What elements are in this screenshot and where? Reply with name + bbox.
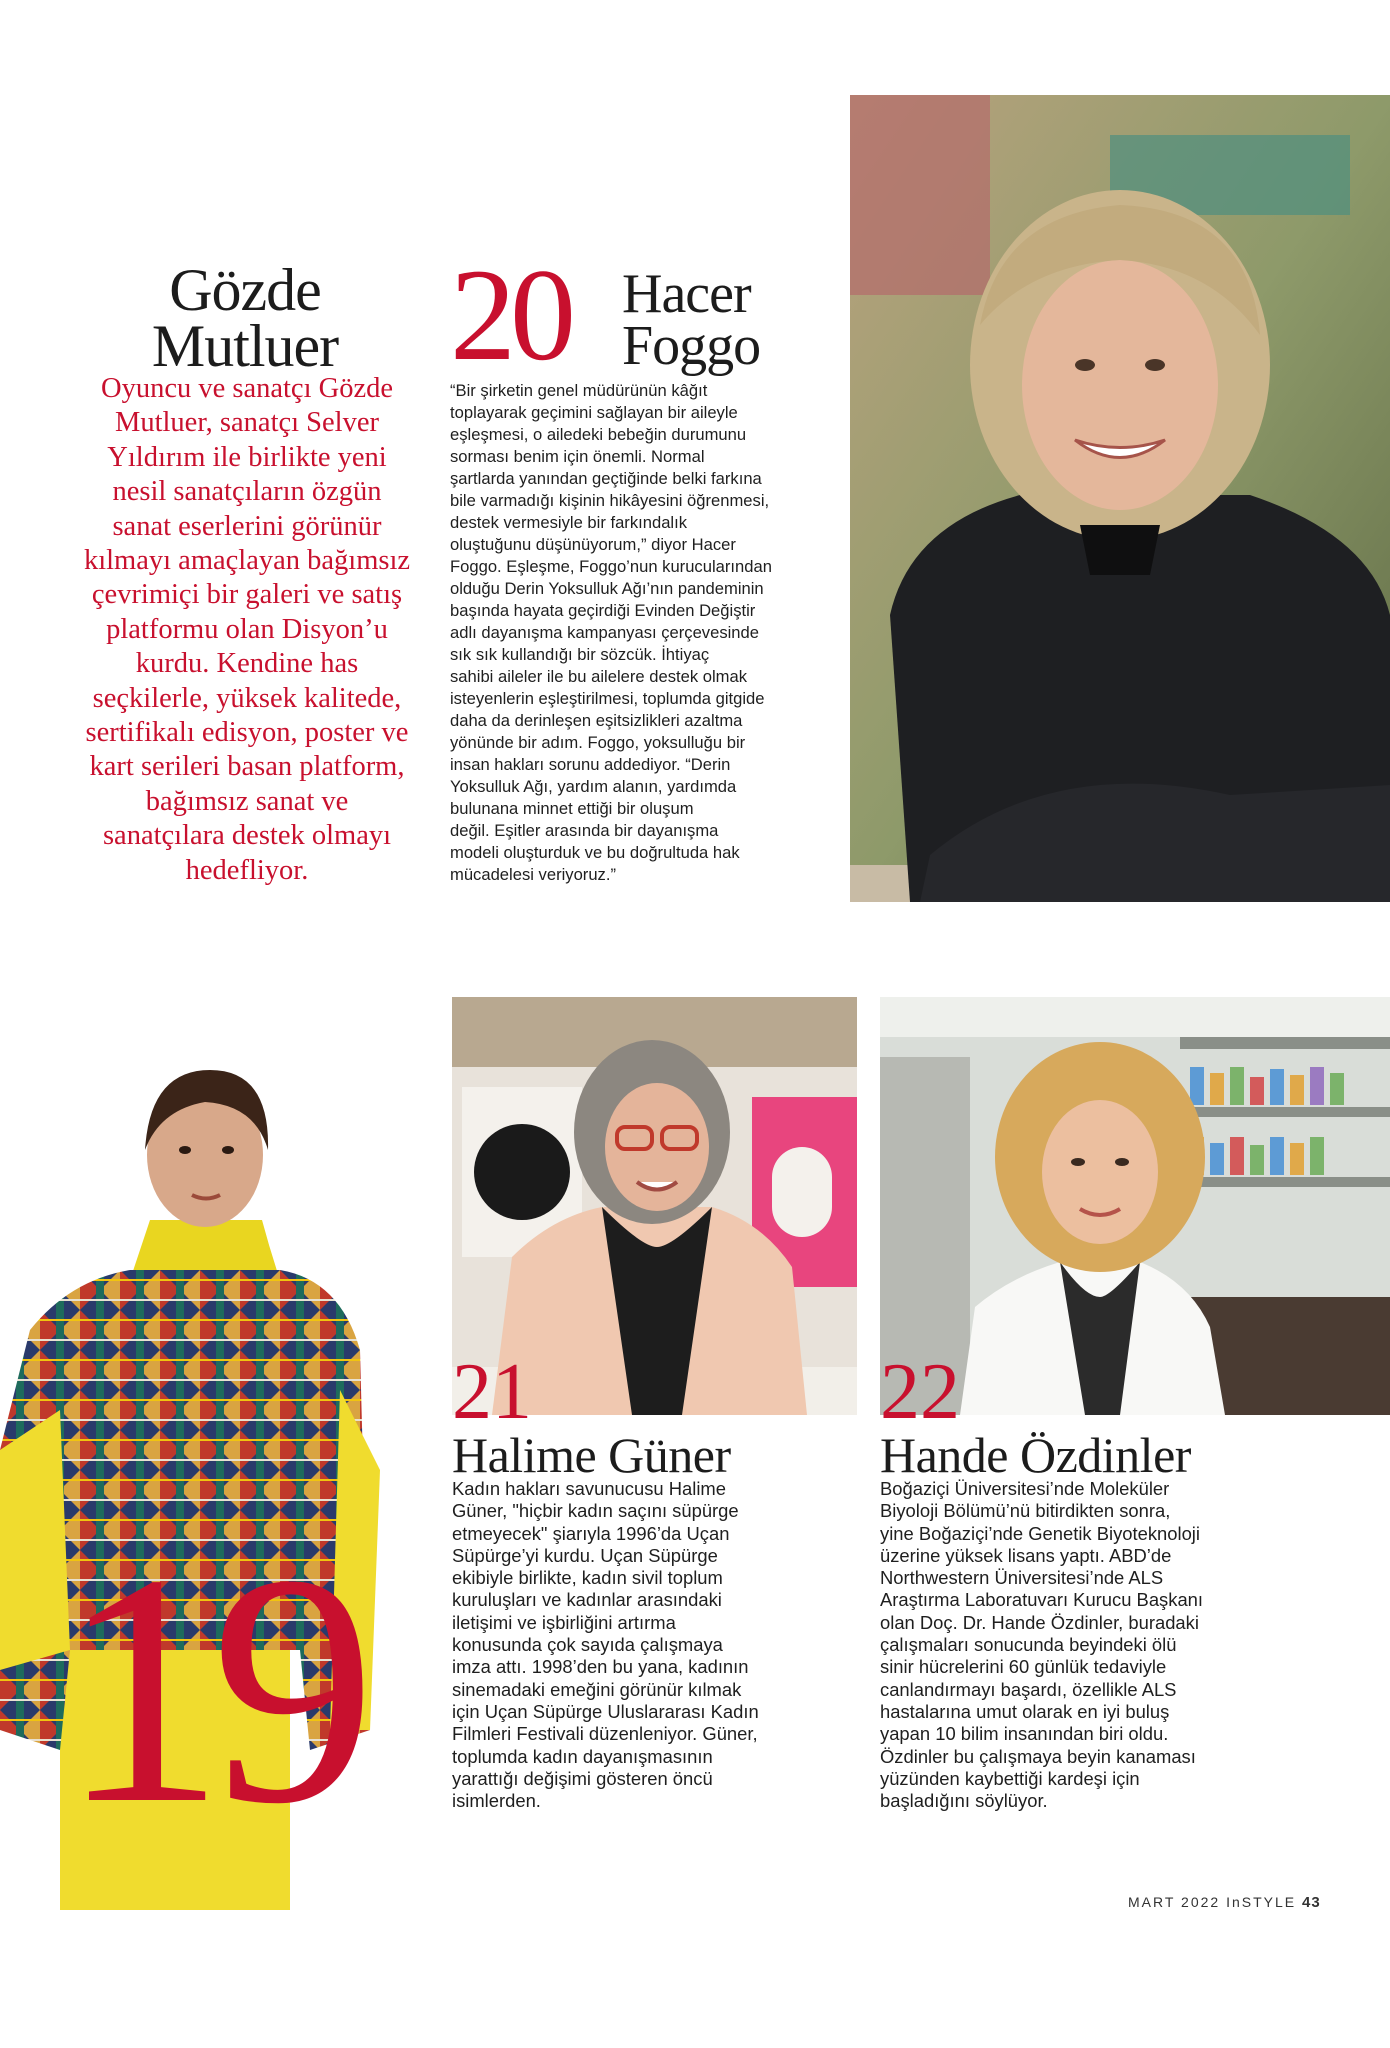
issue-date: MART 2022 <box>1128 1894 1221 1910</box>
profile-21-number: 21 <box>452 1348 532 1436</box>
profile-20-photo <box>850 95 1390 902</box>
profile-21-text: Kadın hakları savunucusu Halime Güner, "hiçbir kadın saçını süpürge etmeyecek" şiarıyla 1996’da Uçan Süpürge’yi kurdu. Uçan Süpürge ekibiyle birlikte, kadın sivil toplum kuruluşları ve kadınlar arasındaki iletişimi ve işbirliğini artırma konusunda çok sayıda çalışmaya imza attı. 1998’den bu yana, kadının sinemadaki emeğini görünür kılmak için Uçan Süpürge Uluslararası Kadın Filmleri Festivali düzenleniyor. Güner, toplumda kadın dayanışmasının yarattığı değişimi gösteren öncü isimlerden. <box>452 1478 759 1812</box>
profile-19-number: 19 <box>60 1507 362 1872</box>
profile-20-name-last: Foggo <box>622 315 761 377</box>
profile-22-text: Boğaziçi Üniversitesi’nde Moleküler Biyoloji Bölümü’nü bitirdikten sonra, yine Boğaziçi’nde Genetik Biyoteknoloji üzerine yüksek lisans yaptı. ABD’de Northwestern Üniversitesi’nde ALS Araştırma Laboratuvarı Kurucu Başkanı olan Doç. Dr. Hande Özdinler, buradaki çalışmaları sonucunda beyindeki ölü sinir hücrelerini 60 günlük tedaviyle canlandırmayı başardı, özellikle ALS hastalarına umut olarak en iyi buluş yapan 10 bilim insanından biri oldu. Özdinler bu çalışmaya beyin kanaması yüzünden kaybettiği kardeşi için başladığını söylüyor. <box>880 1478 1204 1812</box>
magazine-name: InSTYLE <box>1226 1894 1297 1910</box>
profile-20-name <box>622 263 761 377</box>
profile-20-name-first: Hacer <box>622 263 751 325</box>
page-folio <box>1128 1894 1321 1911</box>
profile-21-name: Halime Güner <box>452 1427 731 1483</box>
profile-22-name: Hande Özdinler <box>880 1427 1191 1483</box>
page-number: 43 <box>1302 1894 1321 1911</box>
profile-19-description: Oyuncu ve sanatçı Gözde Mutluer, sanatçı Selver Yıldırım ile birlikte yeni nesil sanatçıların özgün sanat eserlerini görünür kılmayı amaçlayan bağımsız çevrimiçi bir galeri ve satış platformu olan Disyon’u kurdu. Kendine has seçkilerle, yüksek kalitede, sertifikalı edisyon, poster ve kart serileri basan platform, bağımsız sanat ve sanatçılara destek olmayı hedefliyor. <box>83 373 411 886</box>
profile-20-text: “Bir şirketin genel müdürünün kâğıt toplayarak geçimini sağlayan bir aileyle eşleşmesi, o ailedeki bebeğin durumunu sorması benim için önemli. Normal şartlarda yanından geçtiğinde belki farkına bile varmadığı kişinin hikâyesini öğrenmesi, destek vermesiyle bir farkındalık oluştuğunu düşünüyorum,” diyor Hacer Foggo. Eşleşme, Foggo’nun kurucularından olduğu Derin Yoksulluk Ağı’nın pandeminin başında hayata geçirdiği Evinden Değiştir adlı dayanışma kampanyası çerçevesinde sık sık kullandığı bir sözcük. İhtiyaç sahibi aileler ile bu ailelere destek olmak isteyenlerin eşleştirilmesi, toplumda gitgide daha da derinleşen eşitsizlikleri azaltma yönünde bir adım. Foggo, yoksulluğu bir insan hakları sorunu addediyor. “Derin Yoksulluk Ağı, yardım alanın, yardımda bulunana minnet ettiği bir oluşum değil. Eşitler arasında bir dayanışma modeli oluşturduk ve bu doğrultuda hak mücadelesi veriyoruz.” <box>450 381 772 884</box>
profile-22-number: 22 <box>880 1348 960 1436</box>
profile-19-name: Gözde Mutluer <box>151 257 339 379</box>
profile-20-number: 20 <box>450 241 570 388</box>
